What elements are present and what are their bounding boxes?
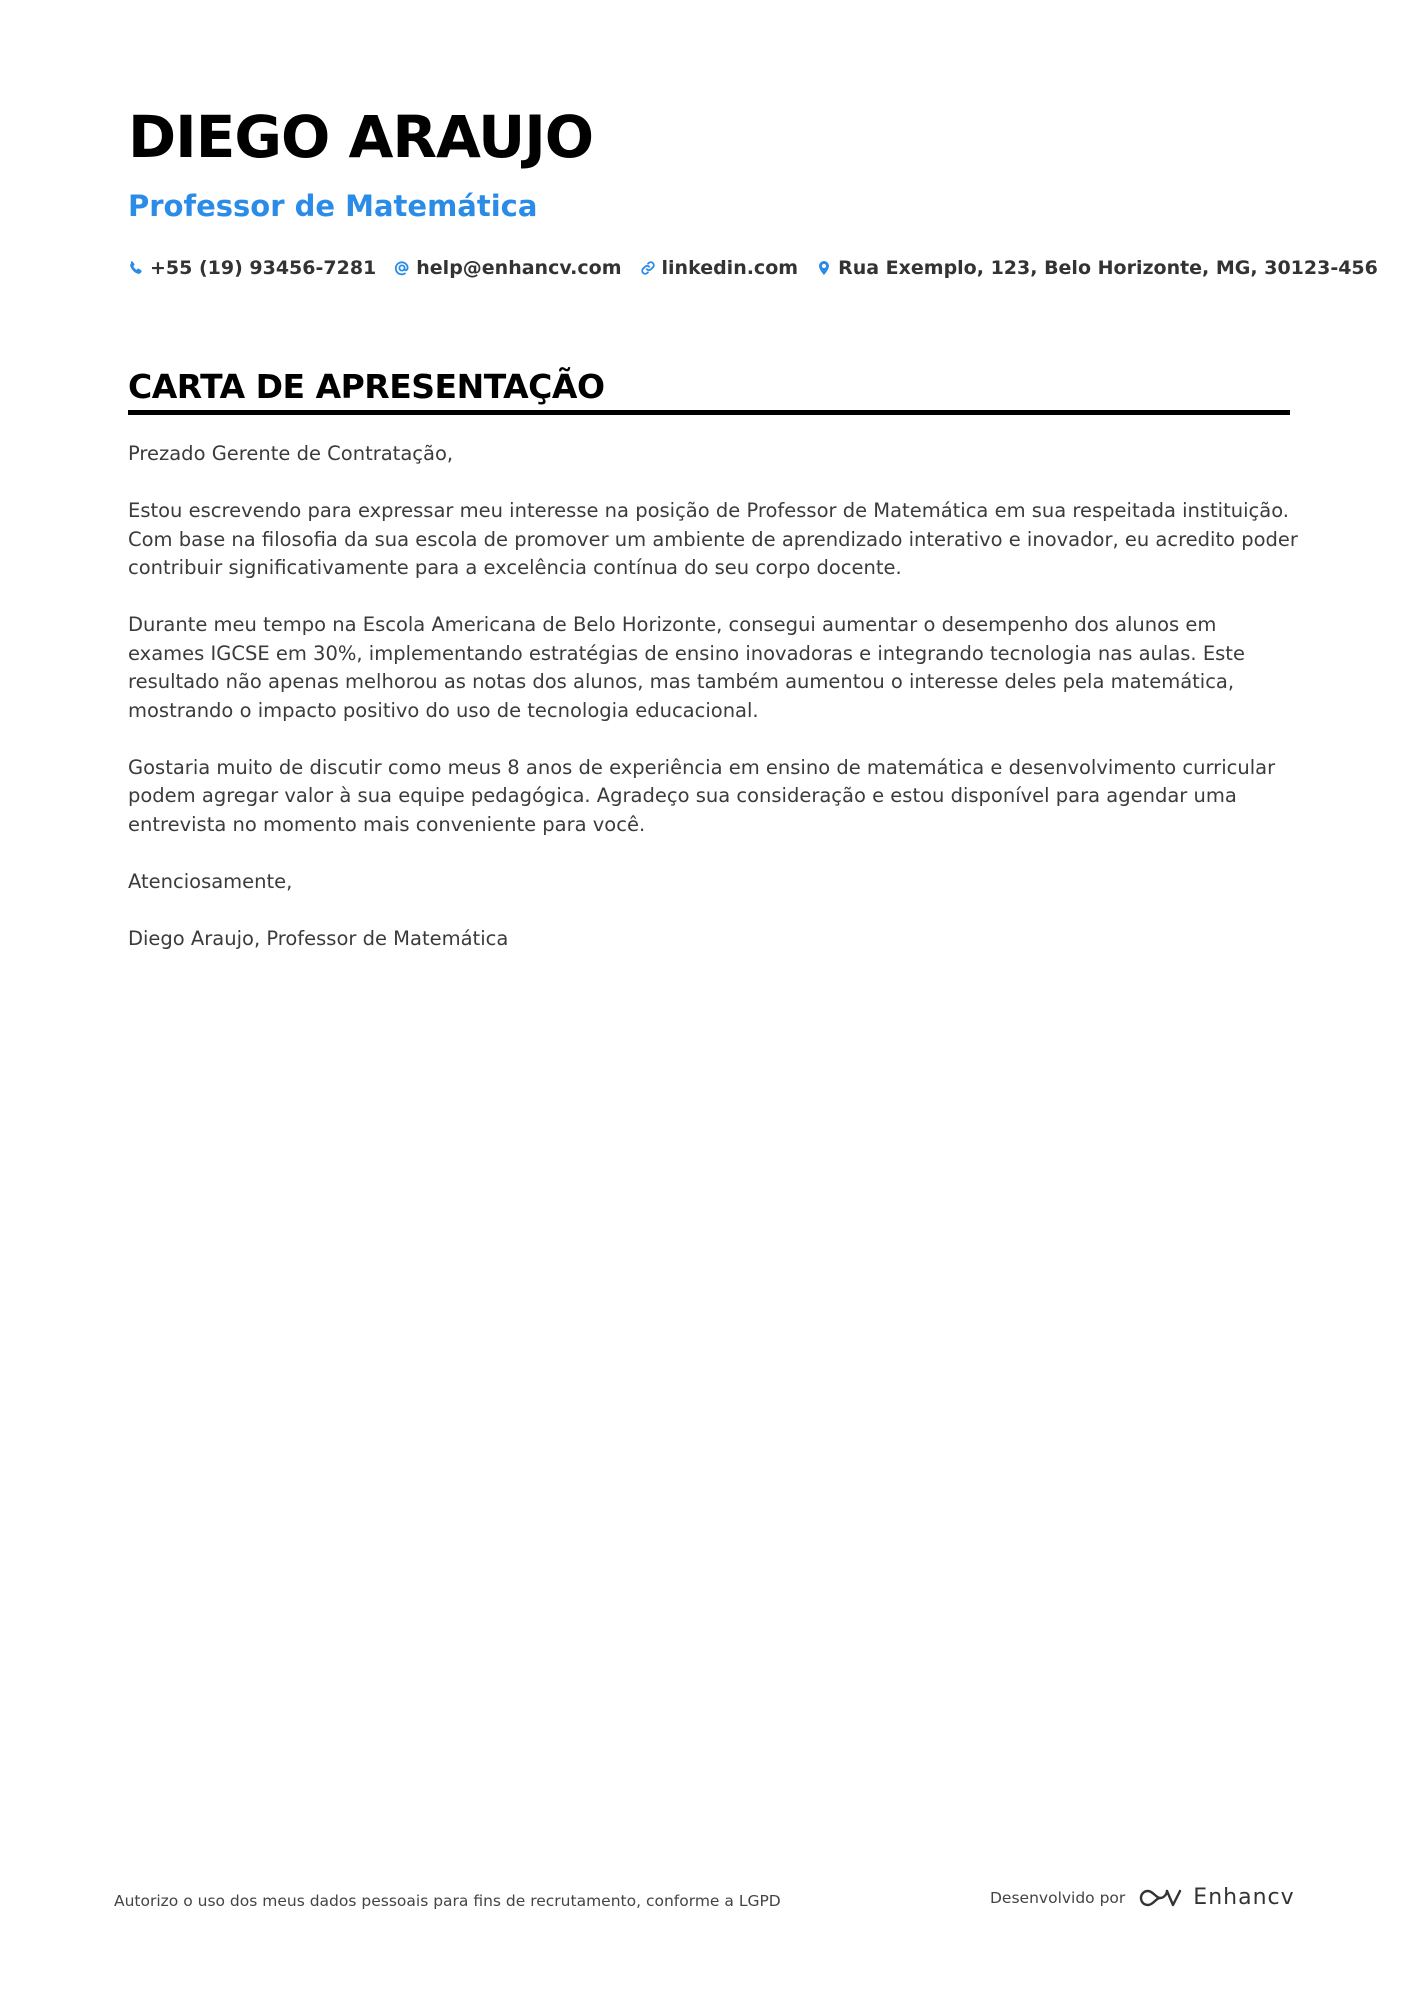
letter-body bbox=[128, 440, 1298, 982]
brand-name: Enhancv bbox=[1193, 1885, 1295, 1910]
at-icon bbox=[394, 260, 410, 276]
contact-address-text: Rua Exemplo, 123, Belo Horizonte, MG, 30123-456 bbox=[838, 257, 1378, 279]
link-icon bbox=[640, 260, 656, 276]
contact-phone-text: +55 (19) 93456-7281 bbox=[150, 257, 377, 279]
applicant-name: DIEGO ARAUJO bbox=[128, 103, 594, 171]
contact-linkedin[interactable] bbox=[640, 257, 799, 279]
contact-phone[interactable] bbox=[128, 257, 376, 279]
letter-paragraph-1: Estou escrevendo para expressar meu interesse na posição de Professor de Matemática em sua respeitada instituição. Com base na filosofia da sua escola de promover um ambiente de aprendizado interativo e inovador, eu acredito poder contribuir significativamente para a excelência contínua do seu corpo docente. bbox=[128, 499, 1298, 579]
letter-signature: Diego Araujo, Professor de Matemática bbox=[128, 926, 509, 950]
powered-by-label: Desenvolvido por bbox=[990, 1888, 1126, 1907]
brand-link[interactable] bbox=[1137, 1885, 1294, 1910]
consent-note: Autorizo o uso dos meus dados pessoais para fins de recrutamento, conforme a LGPD bbox=[114, 1892, 781, 1910]
section-divider bbox=[128, 410, 1290, 415]
contact-address bbox=[816, 257, 1378, 279]
contact-email[interactable] bbox=[394, 257, 621, 279]
phone-icon bbox=[128, 260, 144, 276]
section-title: CARTA DE APRESENTAÇÃO bbox=[128, 367, 605, 406]
letter-paragraph-2: Durante meu tempo na Escola Americana de Belo Horizonte, consegui aumentar o desempenho dos alunos em exames IGCSE em 30%, implementando estratégias de ensino inovadoras e integrando tecnologia nas aulas. Este resultado não apenas melhorou as notas dos alunos, mas também aumentou o interesse deles pela matemática, mostrando o impacto positivo do uso de tecnologia educacional. bbox=[128, 613, 1245, 722]
letter-greeting: Prezado Gerente de Contratação, bbox=[128, 442, 454, 465]
applicant-role: Professor de Matemática bbox=[128, 189, 538, 223]
letter-paragraph-3: Gostaria muito de discutir como meus 8 anos de experiência em ensino de matemática e desenvolvimento curricular podem agregar valor à sua equipe pedagógica. Agradeço sua consideração e estou disponível para agendar uma entrevista no momento mais conveniente para você. bbox=[128, 755, 1276, 836]
location-pin-icon bbox=[816, 260, 832, 276]
enhancv-logo-icon bbox=[1137, 1886, 1183, 1910]
contact-email-text: help@enhancv.com bbox=[416, 257, 622, 279]
letter-closing: Atenciosamente, bbox=[128, 869, 293, 893]
contact-bar bbox=[128, 254, 1378, 282]
contact-linkedin-text: linkedin.com bbox=[661, 257, 799, 279]
powered-by[interactable] bbox=[990, 1885, 1295, 1910]
